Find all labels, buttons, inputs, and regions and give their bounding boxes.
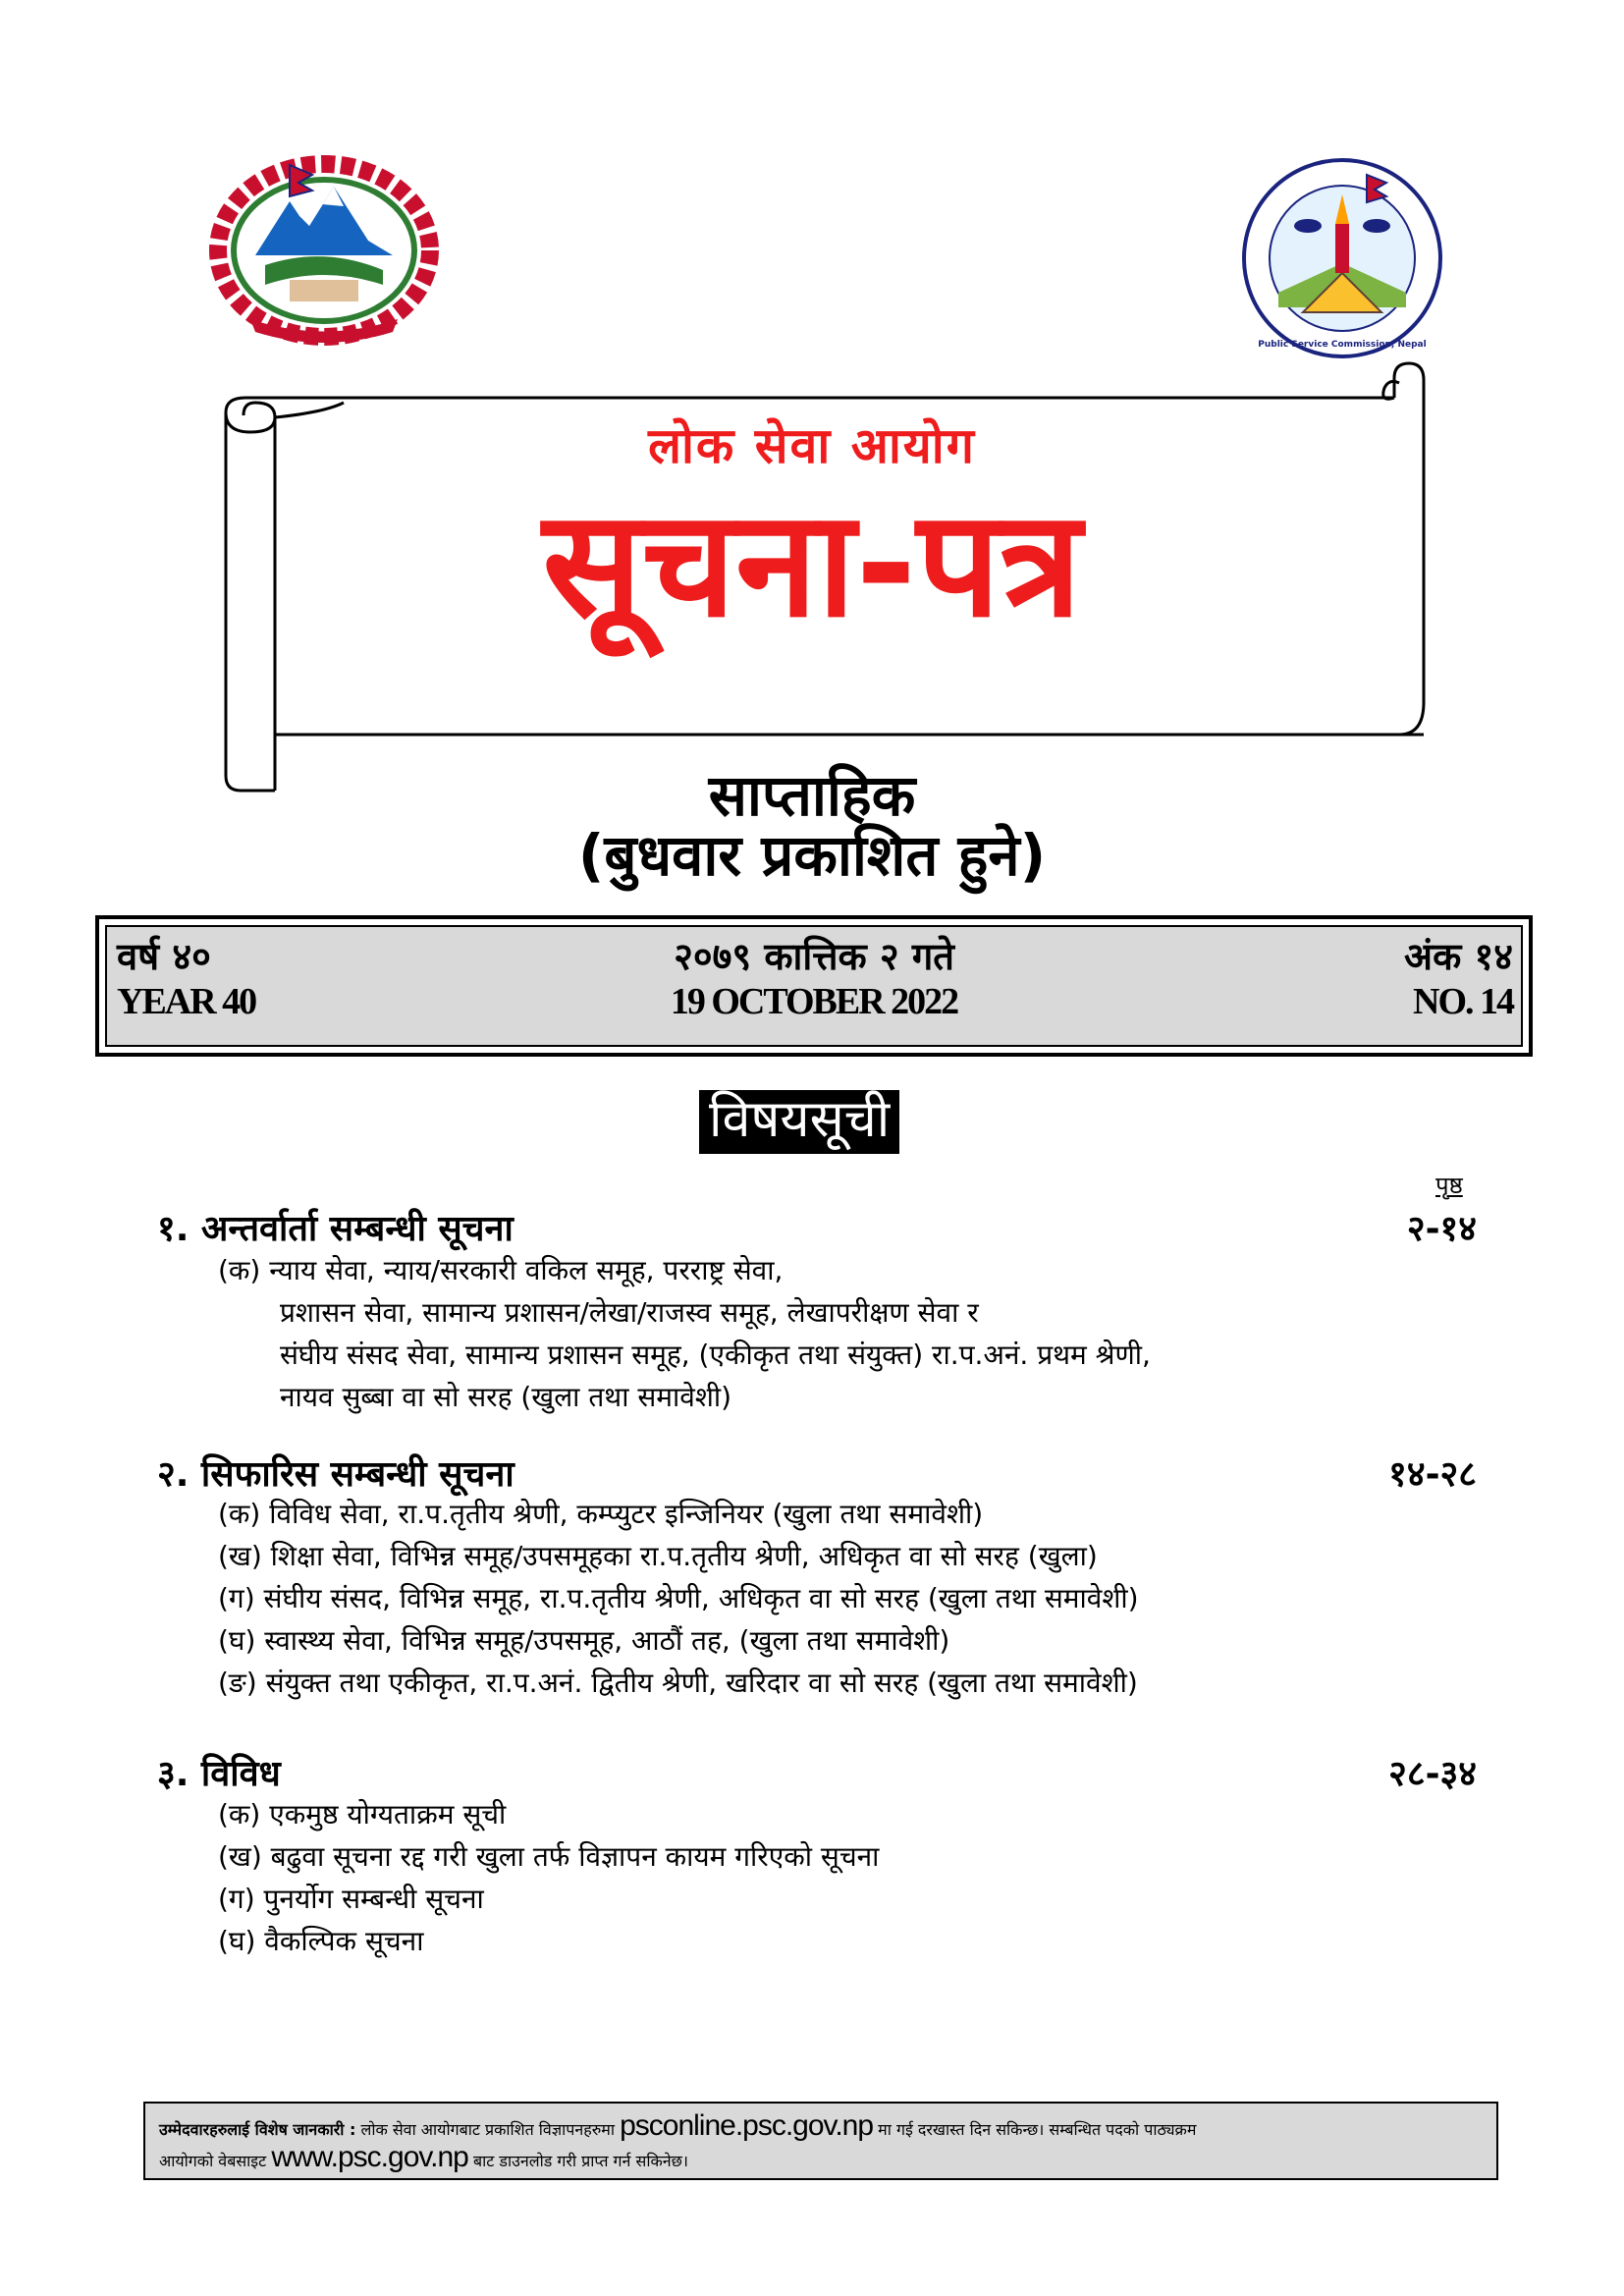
toc-item: (ग) संघीय संसद, विभिन्न समूह, रा.प.तृतीय श्रेणी, अधिकृत वा सो सरह (खुला तथा समावेशी)	[218, 1582, 1139, 1614]
number-en: NO. 14	[1413, 980, 1513, 1022]
toc-item: (घ) वैकल्पिक सूचना	[218, 1925, 424, 1957]
footer-text-1: लोक सेवा आयोगबाट प्रकाशित विज्ञापनहरुमा	[360, 2120, 615, 2139]
footer-text-4: बाट डाउनलोड गरी प्राप्त गर्न सकिनेछ।	[472, 2152, 688, 2170]
toc-heading: विषयसूची	[699, 1090, 899, 1154]
toc-section-pages: २८-३४	[1388, 1754, 1477, 1794]
publication-title: सूचना-पत्र	[542, 479, 1082, 650]
psc-logo-text: Public Service Commission, Nepal	[1258, 340, 1427, 350]
year-np: वर्ष ४०	[117, 935, 211, 978]
number-np: अंक १४	[1404, 935, 1513, 978]
footer-text-3: आयोगको वेबसाइट	[159, 2152, 267, 2170]
psc-website-link[interactable]: www.psc.gov.np	[271, 2141, 468, 2173]
issue-date	[107, 935, 1521, 1024]
issue-number	[1404, 935, 1513, 1024]
footer-text-2: मा गई दरखास्त दिन सकिन्छ। सम्बन्धित पदको पाठ्यक्रम	[878, 2120, 1197, 2139]
toc-item: (ग) पुनर्योग सम्बन्धी सूचना	[218, 1883, 484, 1915]
toc-item: (क) एकमुष्ठ योग्यताक्रम सूची	[218, 1798, 507, 1831]
toc-item: (क) न्याय सेवा, न्याय/सरकारी वकिल समूह, परराष्ट्र सेवा,	[218, 1254, 784, 1286]
issue-info-box	[95, 915, 1533, 1057]
toc-item: संघीय संसद सेवा, सामान्य प्रशासन समूह, (एकीकृत तथा संयुक्त) रा.प.अनं. प्रथम श्रेणी,	[280, 1339, 1151, 1371]
toc-item: प्रशासन सेवा, सामान्य प्रशासन/लेखा/राजस्व समूह, लेखापरीक्षण सेवा र	[280, 1296, 979, 1329]
psc-logo-icon	[1239, 155, 1445, 361]
date-en: 19 OCTOBER 2022	[670, 980, 958, 1022]
org-name: लोक सेवा आयोग	[648, 417, 976, 474]
toc-item: (क) विविध सेवा, रा.प.तृतीय श्रेणी, कम्प्युटर इन्जिनियर (खुला तथा समावेशी)	[218, 1498, 984, 1530]
page-column-label: पृष्ठ	[1435, 1172, 1463, 1199]
publish-day-text: (बुधवार प्रकाशित हुने)	[577, 821, 1047, 889]
publication-frequency	[0, 762, 1624, 889]
toc-section-title: २. सिफारिस सम्बन्धी सूचना	[157, 1454, 514, 1495]
toc-section-pages: २-१४	[1406, 1209, 1477, 1249]
psconline-link[interactable]: psconline.psc.gov.np	[620, 2109, 874, 2142]
footer-notice	[143, 2102, 1498, 2180]
toc-section-title: ३. विविध	[157, 1754, 281, 1794]
toc-item: नायव सुब्बा वा सो सरह (खुला तथा समावेशी)	[280, 1381, 732, 1413]
toc-item: (ख) बढुवा सूचना रद्द गरी खुला तर्फ विज्ञापन कायम गरिएको सूचना	[218, 1840, 880, 1873]
footer-label: उम्मेदवारहरुलाई विशेष जानकारी :	[159, 2120, 356, 2139]
toc-item: (ङ) संयुक्त तथा एकीकृत, रा.प.अनं. द्वितीय श्रेणी, खरिदार वा सो सरह (खुला तथा समावेशी)	[218, 1667, 1138, 1699]
toc-section-pages: १४-२८	[1388, 1454, 1477, 1495]
nepal-emblem-icon	[196, 147, 452, 354]
toc-item: (घ) स्वास्थ्य सेवा, विभिन्न समूह/उपसमूह, आठौं तह, (खुला तथा समावेशी)	[218, 1624, 950, 1657]
toc-section-title: १. अन्तर्वार्ता सम्बन्धी सूचना	[157, 1209, 514, 1249]
toc-item: (ख) शिक्षा सेवा, विभिन्न समूह/उपसमूहका रा.प.तृतीय श्रेणी, अधिकृत वा सो सरह (खुला)	[218, 1540, 1098, 1572]
frequency-text: साप्ताहिक	[708, 762, 916, 829]
year-en: YEAR 40	[117, 980, 256, 1022]
date-np: २०७९ कात्तिक २ गते	[674, 935, 954, 978]
